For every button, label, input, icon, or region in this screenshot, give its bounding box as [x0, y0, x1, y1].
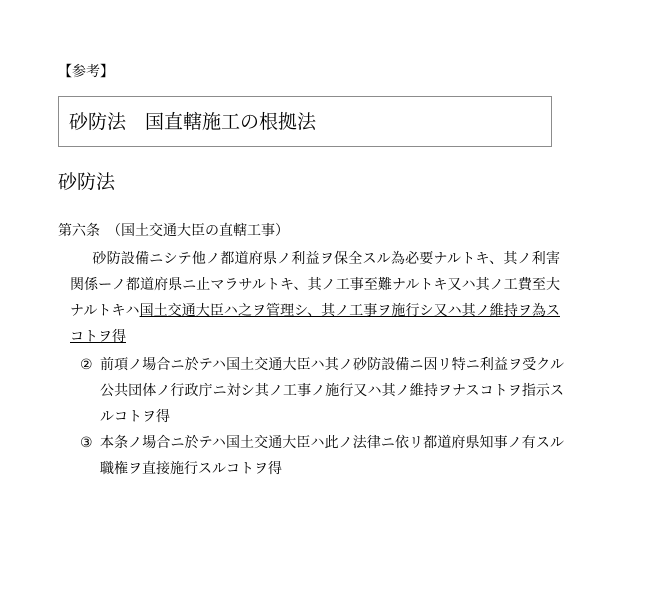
paragraph-2-number: ②	[80, 357, 93, 373]
article-paragraph-1	[70, 246, 560, 350]
law-name-heading: 砂防法	[58, 171, 116, 193]
reference-label: 【参考】	[58, 64, 114, 80]
title-box	[58, 96, 552, 147]
paragraph-1-underlined-text: 国土交通大臣ハ之ヲ管理シ、其ノ工事ヲ施行シ又ハ其ノ維持ヲ為スコトヲ得	[70, 303, 560, 345]
article-heading: 第六条 （国土交通大臣の直轄工事）	[58, 223, 289, 239]
paragraph-2-text: 前項ノ場合ニ於テハ国土交通大臣ハ其ノ砂防設備ニ因リ特ニ利益ヲ受クル公共団体ノ行政庁ニ対シ其ノ工事ノ施行又ハ其ノ維持ヲナスコトヲ指示スルコトヲ得	[100, 357, 564, 425]
paragraph-3-number: ③	[80, 435, 93, 451]
article-paragraph-2	[80, 352, 564, 430]
paragraph-3-text: 本条ノ場合ニ於テハ国土交通大臣ハ此ノ法律ニ依リ都道府県知事ノ有スル職権ヲ直接施行スルコトヲ得	[100, 435, 564, 477]
article-paragraph-3	[80, 430, 564, 482]
document-title: 砂防法 国直轄施工の根拠法	[69, 111, 317, 133]
paragraph-1-text: 砂防設備ニシテ他ノ都道府県ノ利益ヲ保全スル為必要ナルトキ、其ノ利害関係ーノ都道府県ニ止マラサルトキ、其ノ工事至難ナルトキ又ハ其ノ工費至大ナルトキハ	[70, 251, 560, 319]
